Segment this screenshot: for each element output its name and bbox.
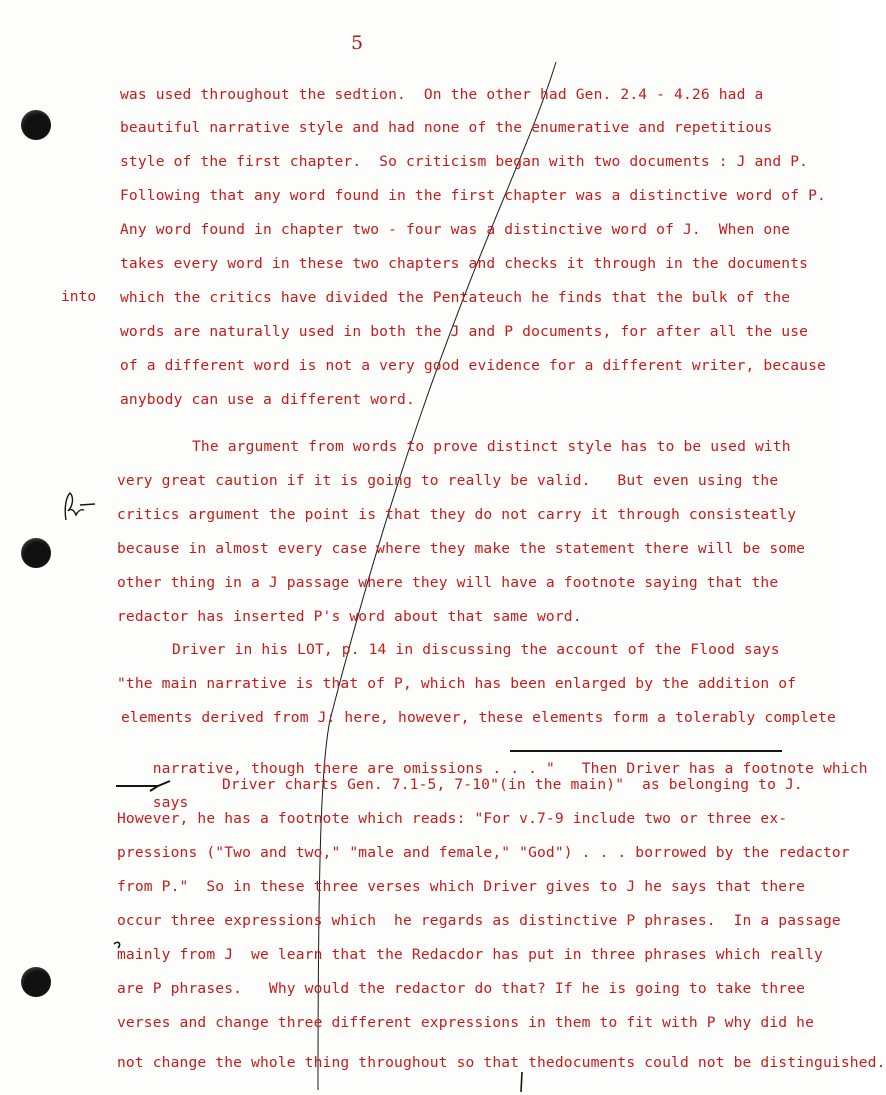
text-line: are P phrases. Why would the redactor do that? If he is going to take three: [117, 980, 806, 997]
text-line: from P." So in these three verses which Driver gives to J he says that there: [117, 878, 806, 895]
text-line: other thing in a J passage where they will have a footnote saying that the: [117, 574, 779, 591]
page-number: 5: [351, 32, 364, 54]
text-line: The argument from words to prove distinct style has to be used with: [192, 438, 791, 455]
text-line: because in almost every case where they make the statement there will be some: [117, 540, 806, 557]
text-line: beautiful narrative style and had none of the enumerative and repetitious: [120, 119, 773, 136]
text-line: not change the whole thing throughout so that thedocuments could not be distinguished.: [117, 1054, 886, 1071]
text-line: Driver charts Gen. 7.1-5, 7-10"(in the main)" as belonging to J.: [222, 776, 803, 793]
text-line: pressions ("Two and two," "male and female," "God") . . . borrowed by the redactor: [117, 844, 850, 861]
text-line: "the main narrative is that of P, which has been enlarged by the addition of: [117, 675, 797, 692]
text-line: very great caution if it is going to really be valid. But even using the: [117, 472, 779, 489]
narrative-text: narrative, though there are omissions . . . ": [152, 760, 555, 777]
text-line: verses and change three different expressions in them to fit with P why did he: [117, 1014, 815, 1031]
text-line: Any word found in chapter two - four was a distinctive word of J. When one: [120, 221, 791, 238]
text-line: Driver in his LOT, p. 14 in discussing the account of the Flood says: [172, 641, 780, 658]
margin-note-into: into: [61, 288, 97, 305]
struck-word: says: [152, 794, 198, 811]
strike-through: [116, 785, 158, 787]
text-line: which the critics have divided the Pentateuch he finds that the bulk of the: [120, 289, 791, 306]
text-line: style of the first chapter. So criticism began with two documents : J and P.: [120, 153, 809, 170]
struck-text: Then Driver has a footnote which: [581, 760, 868, 777]
text-line: redactor has inserted P's word about that same word.: [117, 608, 582, 625]
text-line: of a different word is not a very good evidence for a different writer, because: [120, 357, 826, 374]
text-line: mainly from J we learn that the Redacdor has put in three phrases which really: [117, 946, 823, 963]
text-line: words are naturally used in both the J and P documents, for after all the use: [120, 323, 809, 340]
text-line: However, he has a footnote which reads: "For v.7-9 include two or three ex-: [117, 810, 788, 827]
text-line: occur three expressions which he regards as distinctive P phrases. In a passage: [117, 912, 841, 929]
text-line: Following that any word found in the first chapter was a distinctive word of P.: [120, 187, 826, 204]
text-line: anybody can use a different word.: [120, 391, 415, 408]
text-line: was used throughout the sedtion. On the other had Gen. 2.4 - 4.26 had a: [120, 86, 764, 103]
text-line: takes every word in these two chapters and checks it through in the documents: [120, 255, 809, 272]
text-line: critics argument the point is that they do not carry it through consisteatly: [117, 506, 797, 523]
strike-through: [510, 750, 782, 752]
text-line: elements derived from J: here, however, these elements form a tolerably complete: [121, 709, 836, 726]
